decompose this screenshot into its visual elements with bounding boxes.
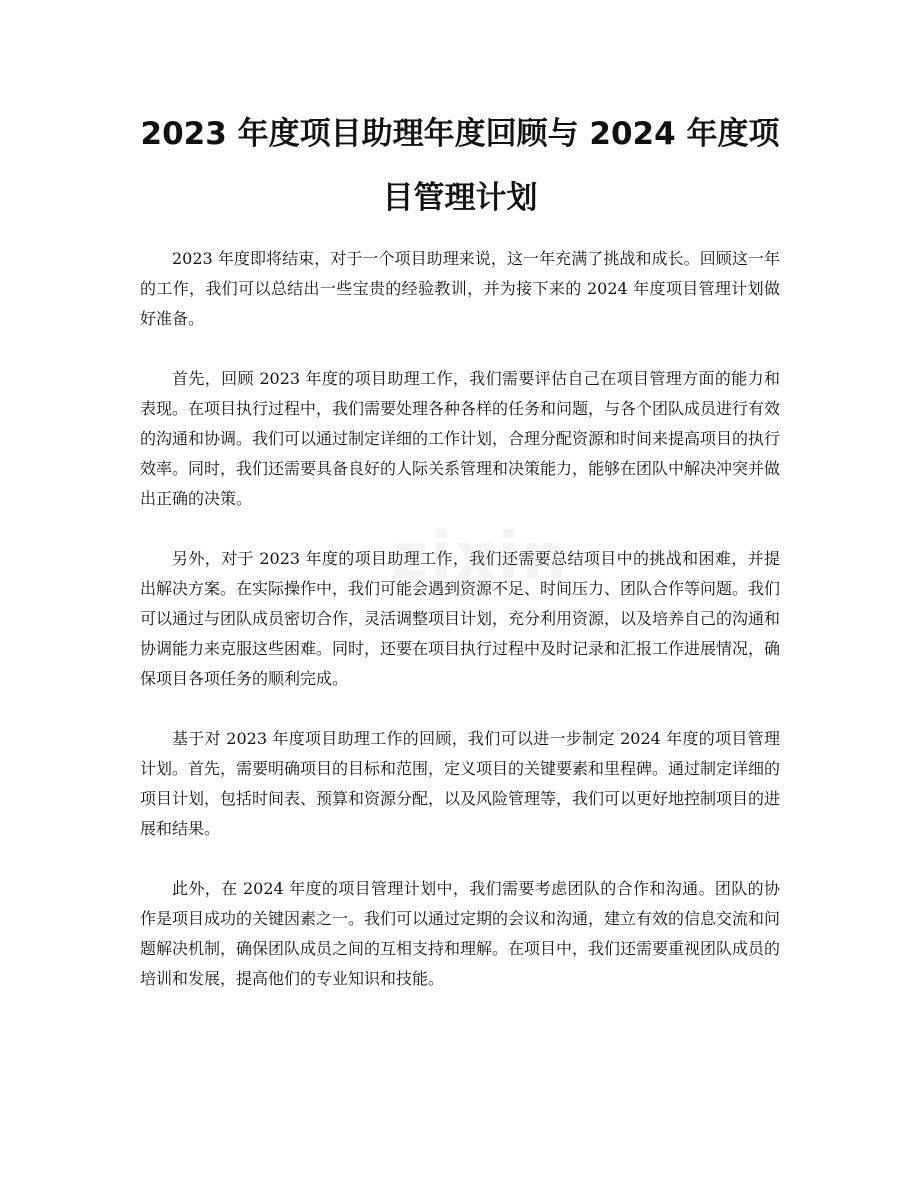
paragraph-review: 首先，回顾 2023 年度的项目助理工作，我们需要评估自己在项目管理方面的能力和表现。在项目执行过程中，我们需要处理各种各样的任务和问题，与各个团队成员进行有效的沟通和协调。我们可以通过制定详细的工作计划，合理分配资源和时间来提高项目的执行效率。同时，我们还需要具备良好的人际关系管理和决策能力，能够在团队中解决冲突并做出正确的决策。 — [140, 369, 781, 508]
document-title: 2023 年度项目助理年度回顾与 2024 年度项目管理计划 — [140, 116, 780, 216]
paragraph-teamwork: 此外，在 2024 年度的项目管理计划中，我们需要考虑团队的合作和沟通。团队的协作是项目成功的关键因素之一。我们可以通过定期的会议和沟通，建立有效的信息交流和问题解决机制，确保团队成员之间的互相支持和理解。在项目中，我们还需要重视团队成员的培训和发展，提高他们的专业知识和技能。 — [140, 879, 781, 988]
paragraph-challenges: 另外，对于 2023 年度的项目助理工作，我们还需要总结项目中的挑战和困难，并提出解决方案。在实际操作中，我们可能会遇到资源不足、时间压力、团队合作等问题。我们可以通过与团队成员密切合作，灵活调整项目计划，充分利用资源，以及培养自己的沟通和协调能力来克服这些困难。同时，还要在项目执行过程中及时记录和汇报工作进展情况，确保项目各项任务的顺利完成。 — [140, 549, 781, 688]
document-body — [140, 244, 780, 1024]
paragraph-intro: 2023 年度即将结束，对于一个项目助理来说，这一年充满了挑战和成长。回顾这一年的工作，我们可以总结出一些宝贵的经验教训，并为接下来的 2024 年度项目管理计划做好准备。 — [140, 249, 780, 328]
paragraph-plan: 基于对 2023 年度项目助理工作的回顾，我们可以进一步制定 2024 年度的项目管理计划。首先，需要明确项目的目标和范围，定义项目的关键要素和里程碑。通过制定详细的项目计划，包括时间表、预算和资源分配，以及风险管理等，我们可以更好地控制项目的进展和结果。 — [140, 729, 781, 838]
watermark: zixin — [391, 520, 569, 594]
